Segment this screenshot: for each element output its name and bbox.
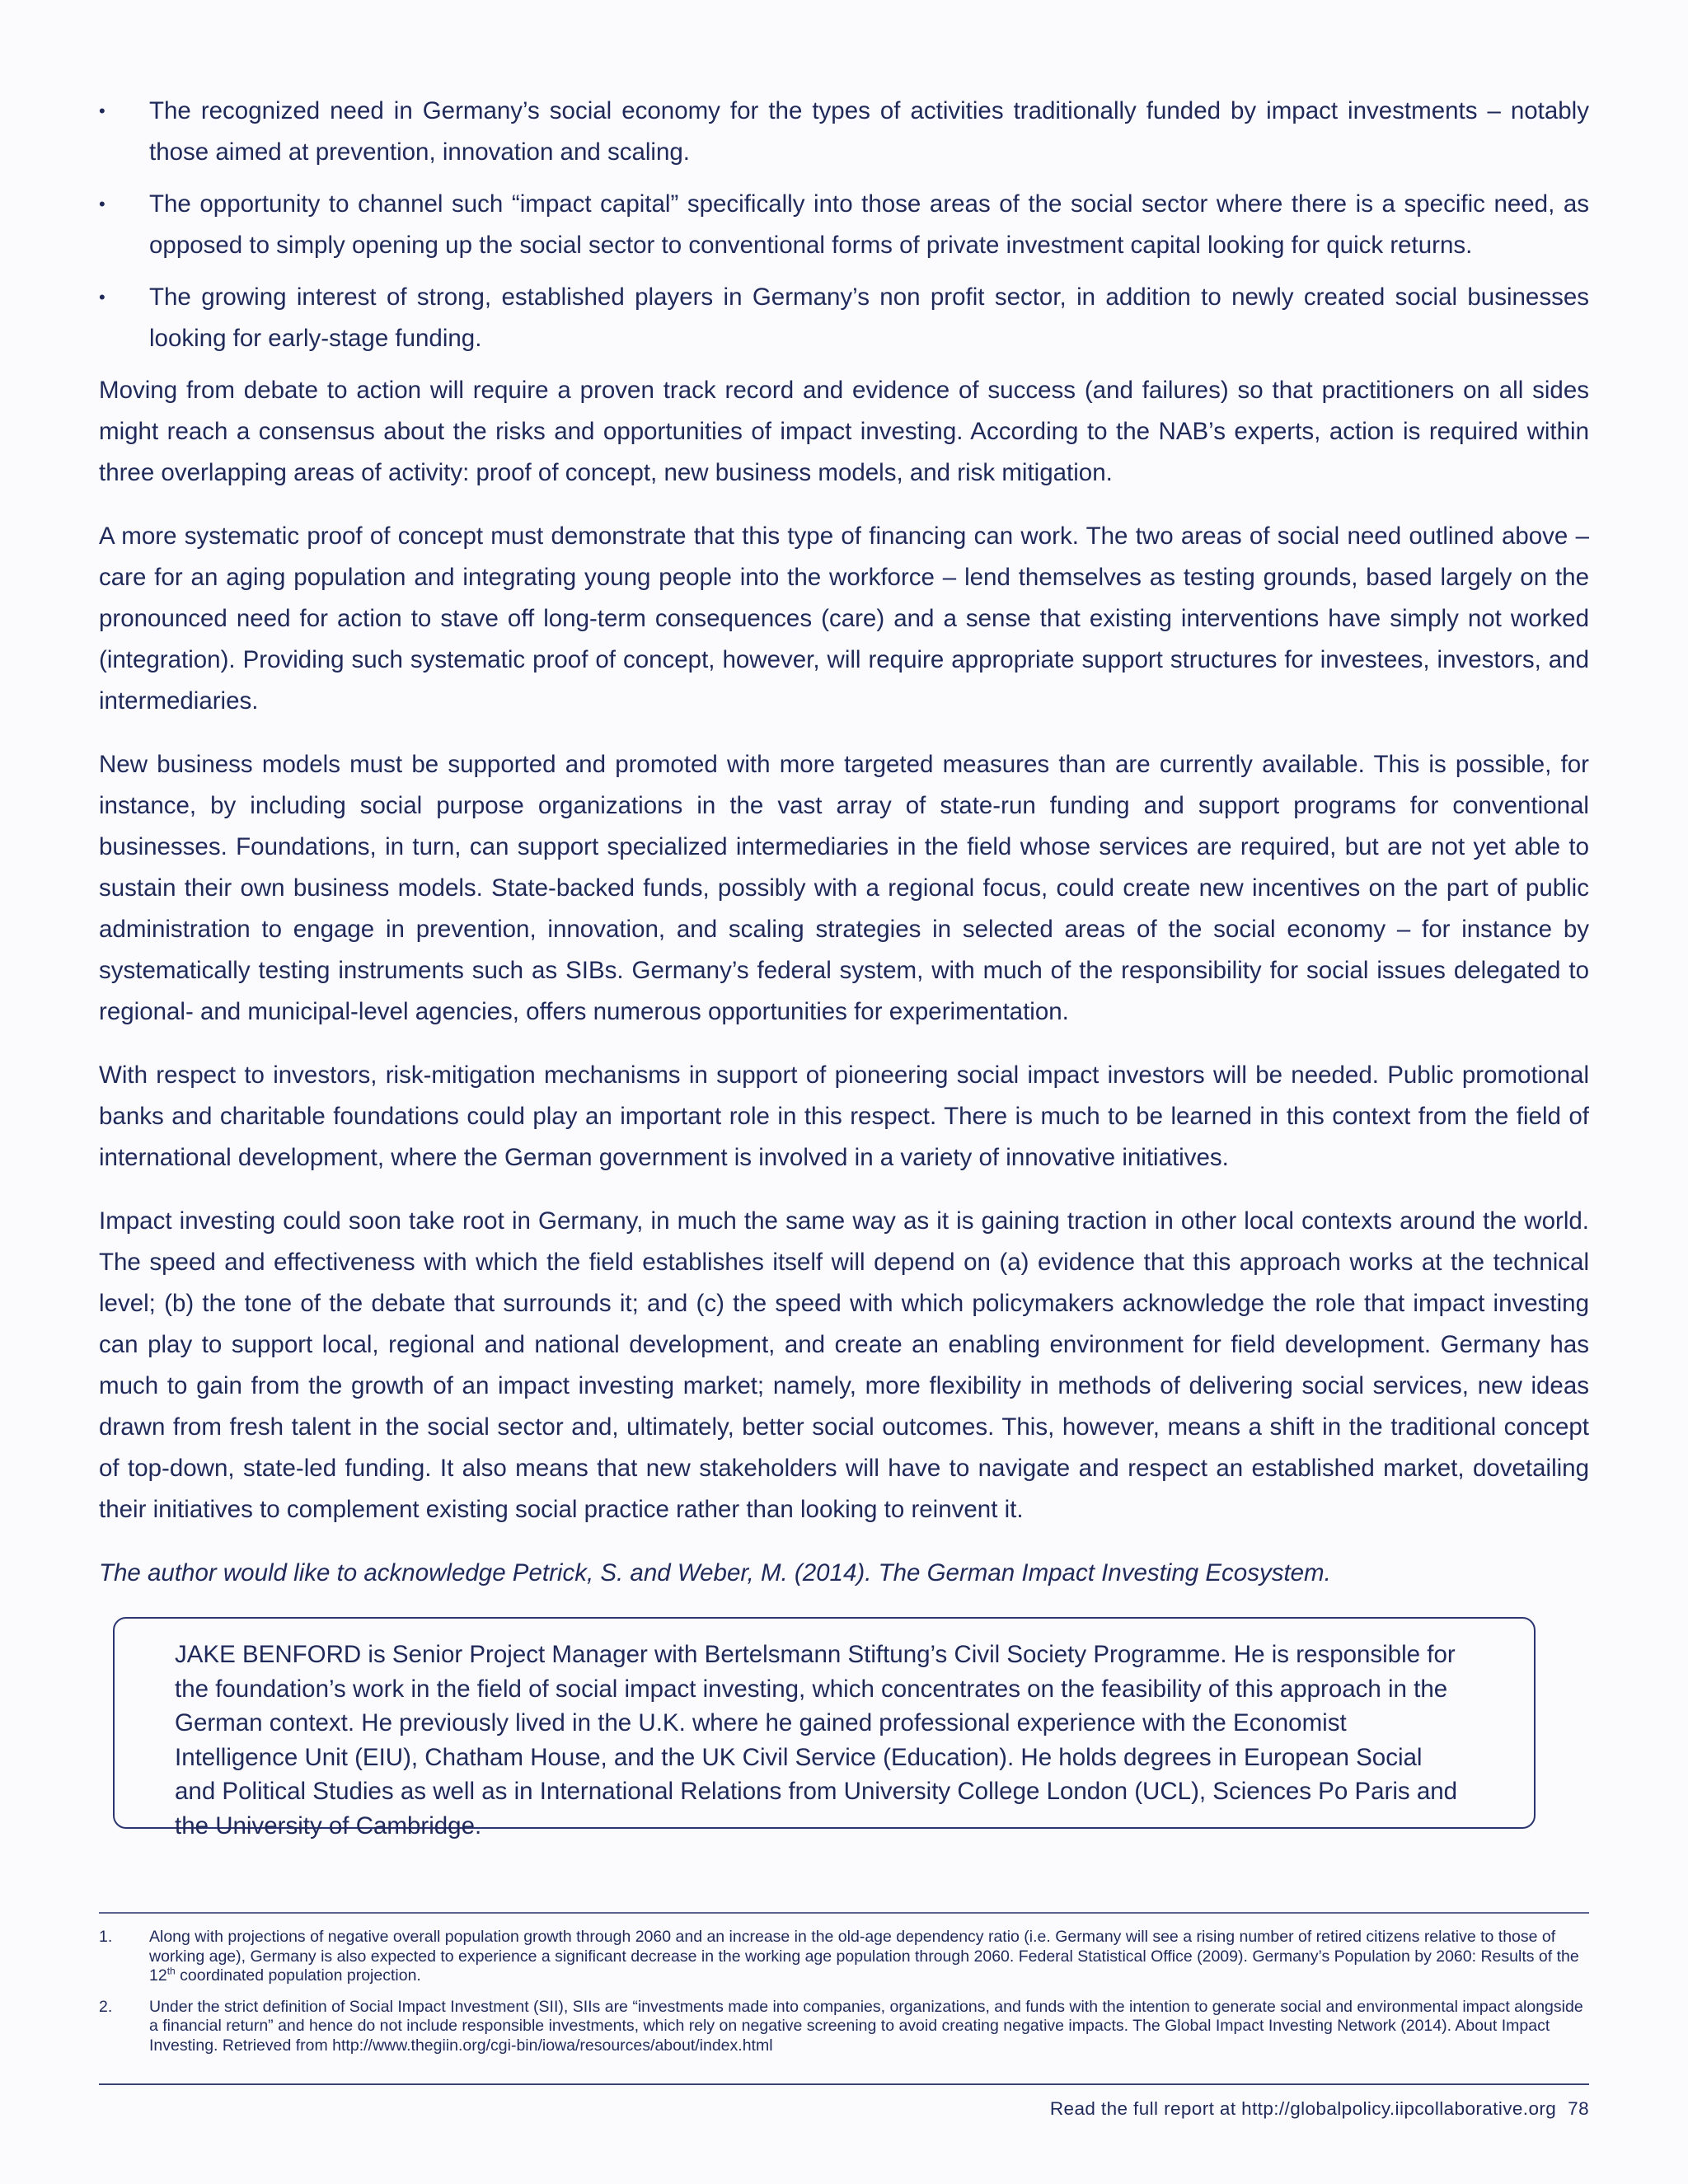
bullet-item	[99, 91, 1589, 173]
page-number: 78	[1568, 2098, 1589, 2119]
footnote-1	[99, 1928, 1589, 1986]
bullet-icon: •	[99, 101, 106, 121]
footnote-text-end: coordinated population projection.	[175, 1966, 421, 1985]
bullet-list	[99, 91, 1589, 359]
author-bio-text: JAKE BENFORD is Senior Project Manager with Bertelsmann Stiftung’s Civil Society Programme. He is responsible for the foundation’s work in the field of social impact investing, which concentrates on the feasibility of this approach in the German context. He previously lived in the U.K. where he gained professional experience with the Economist Intelligence Unit (EIU), Chatham House, and the UK Civil Service (Education). He holds degrees in European Social and Political Studies as well as in International Relations from University College London (UCL), Sciences Po Paris and the University of Cambridge.	[175, 1641, 1458, 1840]
footer-report-link[interactable]: Read the full report at http://globalpolicy.iipcollaborative.org	[1049, 2098, 1557, 2119]
author-bio-box	[113, 1617, 1536, 1840]
bullet-text: The growing interest of strong, established players in Germany’s non profit sector, in addition to newly created social businesses looking for early-stage funding.	[149, 284, 1589, 352]
footnote-2	[99, 1998, 1589, 2056]
paragraph-proof-of-concept: A more systematic proof of concept must demonstrate that this type of financing can work. The two areas of social need outlined above – care for an aging population and integrating young people into the workforce – lend themselves as testing grounds, based largely on the pronounced need for action to stave off long-term consequences (care) and a sense that existing interventions have simply not worked (integration). Providing such systematic proof of concept, however, will require appropriate support structures for investees, investors, and intermediaries.	[99, 523, 1589, 715]
footnote-text: Under the strict definition of Social Impact Investment (SII), SIIs are “investments made into companies, organizations, and funds with the intention to generate social and environmental impact alongside a financial return” and hence do not include responsible investments, which rely on negative screening to avoid creating negative impacts. The Global Impact Investing Network (2014). About Impact Investing. Retrieved from http://www.thegiin.org/cgi-bin/iowa/resources/about/index.html	[149, 1997, 1583, 2055]
bullet-item	[99, 277, 1589, 359]
footnote-number: 1.	[99, 1928, 113, 1946]
bullet-icon: •	[99, 287, 106, 307]
page-footer	[1050, 2098, 1589, 2120]
footnotes	[99, 1928, 1589, 2067]
paragraph-investors: With respect to investors, risk-mitigation mechanisms in support of pioneering social impact investors will be needed. Public promotional banks and charitable foundations could play an important role in this respect. There is much to be learned in this context from the field of international development, where the German government is involved in a variety of innovative initiatives.	[99, 1062, 1589, 1171]
paragraph-conclusion: Impact investing could soon take root in Germany, in much the same way as it is gaining traction in other local contexts around the world. The speed and effectiveness with which the field establishes itself will depend on (a) evidence that this approach works at the technical level; (b) the tone of the debate that surrounds it; and (c) the speed with which policymakers acknowledge the role that impact investing can play to support local, regional and national development, and create an enabling environment for field development. Germany has much to gain from the growth of an impact investing market; namely, more flexibility in methods of delivering social services, new ideas drawn from fresh talent in the social sector and, ultimately, better social outcomes. This, however, means a shift in the traditional concept of top-down, state-led funding. It also means that new stakeholders will have to navigate and respect an established market, dovetailing their initiatives to complement existing social practice rather than looking to reinvent it.	[99, 1207, 1589, 1523]
footnote-text: Along with projections of negative overall population growth through 2060 and an increase in the old-age dependency ratio (i.e. Germany will see a rising number of retired citizens relative to those of working age), Germany is also expected to experience a significant decrease in the working age population through 2060. Federal Statistical Office (2009). Germany’s Population by 2060: Results of the 12	[149, 1928, 1579, 1985]
paragraph-business-models: New business models must be supported and promoted with more targeted measures than are currently available. This is possible, for instance, by including social purpose organizations in the vast array of state-run funding and support programs for conventional businesses. Foundations, in turn, can support specialized intermediaries in the field whose services are required, but are not yet able to sustain their own business models. State-backed funds, possibly with a regional focus, could create new incentives on the part of public administration to engage in prevention, innovation, and scaling strategies in selected areas of the social economy – for instance by systematically testing instruments such as SIBs. Germany’s federal system, with much of the responsibility for social issues delegated to regional- and municipal-level agencies, offers numerous opportunities for experimentation.	[99, 751, 1589, 1025]
footnote-number: 2.	[99, 1997, 113, 2016]
bullet-item	[99, 184, 1589, 266]
acknowledgement: The author would like to acknowledge Petrick, S. and Weber, M. (2014). The German Impact Investing Ecosystem.	[99, 1559, 1331, 1586]
footer-divider	[99, 2083, 1589, 2085]
bullet-text: The recognized need in Germany’s social economy for the types of activities traditionally funded by impact investments – notably those aimed at prevention, innovation and scaling.	[149, 97, 1589, 166]
footnote-divider	[99, 1912, 1589, 1914]
main-content	[99, 91, 1589, 1615]
paragraph-debate-to-action: Moving from debate to action will require a proven track record and evidence of success (and failures) so that practitioners on all sides might reach a consensus about the risks and opportunities of impact investing. According to the NAB’s experts, action is required within three overlapping areas of activity: proof of concept, new business models, and risk mitigation.	[99, 377, 1589, 486]
footnote-superscript: th	[166, 1965, 176, 1977]
bullet-icon: •	[99, 194, 106, 214]
bullet-text: The opportunity to channel such “impact capital” specifically into those areas of the social sector where there is a specific need, as opposed to simply opening up the social sector to conventional forms of private investment capital looking for quick returns.	[149, 190, 1589, 259]
